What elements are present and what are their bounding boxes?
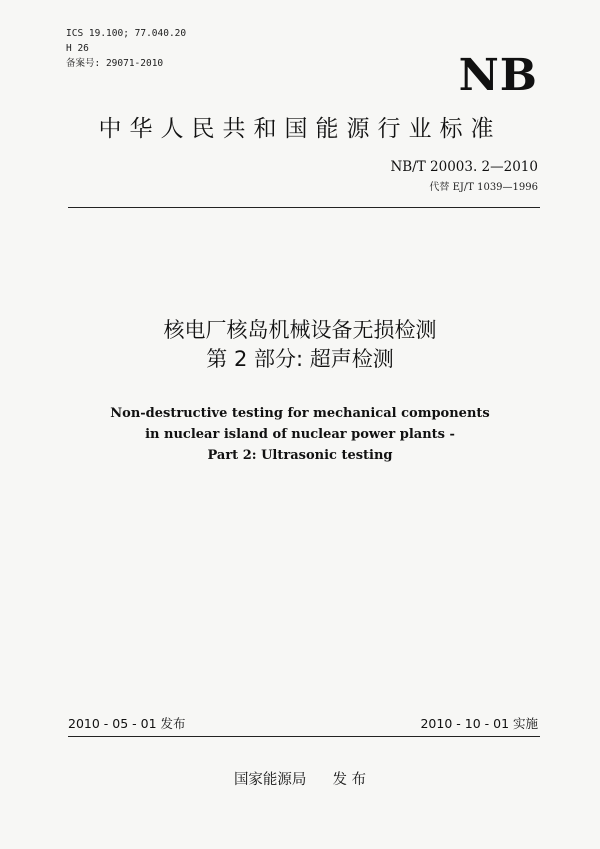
replaces-standard: 代替 EJ/T 1039—1996 [429,182,538,193]
nb-logo: NB [458,50,538,101]
classification-code: H 26 [66,43,89,54]
issuer-action: 发 布 [332,772,367,788]
chinese-title [0,316,600,374]
top-divider [68,207,540,208]
chinese-title-line-2: 第 2 部分: 超声检测 [206,347,394,371]
english-title-line-2: in nuclear island of nuclear power plants - [145,427,455,442]
filing-number: 备案号: 29071-2010 [66,58,164,69]
ics-code: ICS 19.100; 77.040.20 [66,28,187,39]
english-title-line-1: Non-destructive testing for mechanical components [110,406,490,421]
english-title [0,403,600,466]
chinese-title-line-1: 核电厂核岛机械设备无损检测 [163,318,437,342]
issuer-name: 国家能源局 [233,772,307,788]
english-title-line-3: Part 2: Ultrasonic testing [207,448,393,463]
standard-number: NB/T 20003. 2—2010 [390,159,538,175]
issue-date: 2010 - 05 - 01 发布 [68,716,186,731]
org-title: 中华人民共和国能源行业标准 [98,116,502,142]
classification-block [66,26,186,71]
issuer-line [0,768,600,789]
implementation-date: 2010 - 10 - 01 实施 [420,716,538,731]
bottom-divider [68,736,540,737]
